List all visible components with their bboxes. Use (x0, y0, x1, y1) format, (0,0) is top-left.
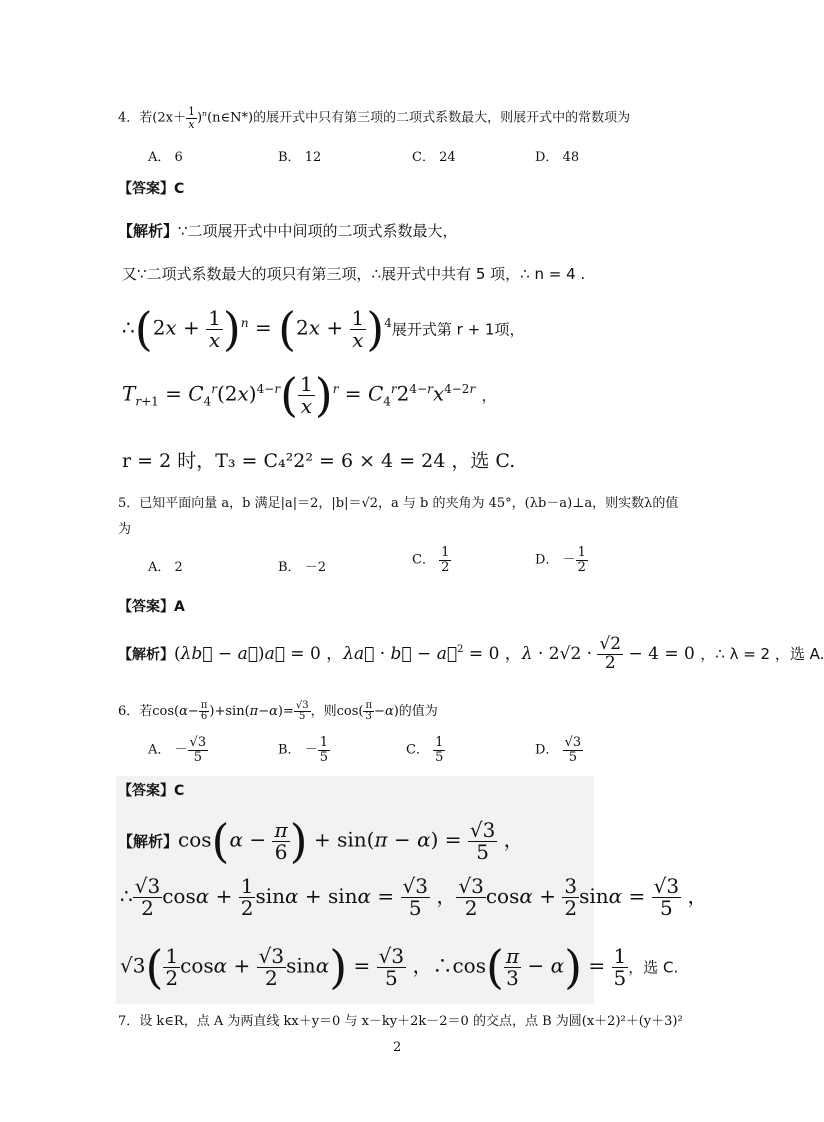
q4-option-d[interactable]: D． 48 (535, 150, 580, 165)
page-number: 2 (393, 1040, 402, 1055)
q4-analysis-line5: r = 2 时，T₃ = C₄²2² = 6 × 4 = 24 ，选 C. (122, 450, 516, 472)
q5-analysis: 【解析】(λb⃗ − a⃗)a⃗ = 0 ，λa⃗ · b⃗ − a⃗$^2$ = 0 ，λ · 2√2 · $\frac{√2}{2}$ − 4 = 0 ，∴ λ = 2 ，选 A. (118, 634, 824, 673)
q4-analysis-line1: 【解析】∵二项展开式中中间项的二项式系数最大， (118, 222, 458, 240)
q6-analysis-label: 【解析】 (118, 832, 179, 851)
q4-option-a[interactable]: A． 6 (148, 150, 183, 165)
q6-option-a[interactable]: A． － $\frac{√3}{5}$ (148, 735, 207, 765)
q4-option-c[interactable]: C． 24 (412, 150, 456, 165)
q5-option-a[interactable]: A． 2 (148, 560, 183, 575)
q4-analysis-line2: 又∵二项式系数最大的项只有第三项，∴展开式中共有 5 项，∴ n = 4 . (122, 265, 586, 283)
q5-analysis-label: 【解析】 (118, 646, 174, 663)
q6-answer: 【答案】C (118, 783, 185, 799)
q4-stem-pre: 若(2x＋ (139, 110, 186, 126)
q7-stem: 7．设 k∈R，点 A 为两直线 kx＋y＝0 与 x－ky＋2k－2＝0 的交点，点 B 为圆(x＋2)²＋(y＋3)² (118, 1014, 683, 1029)
q6-analysis-line1: 【解析】cos(α − $\frac{\pi}{6}$ ) + sin(π − α) = $\frac{√3}{5}$ ， (118, 814, 524, 868)
q5-stem-line2: 为 (118, 522, 132, 537)
q5-option-b[interactable]: B． －2 (278, 560, 326, 575)
q4-number: 4． (118, 110, 140, 126)
q6-option-b[interactable]: B． － $\frac{1}{5}$ (278, 735, 328, 765)
q4-option-b[interactable]: B． 12 (278, 150, 322, 165)
q4-stem-post: (n∈N*)的展开式中只有第三项的二项式系数最大，则展开式中的常数项为 (207, 110, 631, 126)
q5-stem: 5．已知平面向量 a，b 满足|a|＝2，|b|＝√2，a 与 b 的夹角为 45°，(λb－a)⊥a，则实数λ的值 (118, 496, 679, 511)
q5-option-c[interactable]: C． $\frac{1}{2}$ (412, 545, 450, 575)
q4-stem: 4．若(2x＋ $\frac{1}{x}$ )$^n$(n∈N*)的展开式中只有第三项的二项式系数最大，则展开式中的常数项为 (118, 105, 631, 131)
q6-option-c[interactable]: C． $\frac{1}{5}$ (406, 735, 444, 765)
q6-stem: 6．若cos(α− $\frac{\pi}{6}$ )+sin(π−α)= $\frac{√3}{5}$ ，则cos( $\frac{\pi}{3}$ −α)的值为 (118, 699, 438, 722)
q5-option-d[interactable]: D． － $\frac{1}{2}$ (535, 545, 586, 575)
q5-answer: 【答案】A (118, 599, 185, 615)
q4-analysis-label: 【解析】 (118, 222, 179, 240)
q4-analysis-line4: $T_{r+1} = C_4^r(2x)^{4-r}$( $\frac{1}{x}$ )$^r = C_4^r2^{4-r}x^{4-2r}$ ， (122, 368, 497, 422)
q6-analysis-line2: ∴ $\frac{√3}{2}$ cosα + $\frac{1}{2}$ sinα + sinα = $\frac{√3}{5}$ ， $\frac{√3}{2}$ cosα + $\frac{3}{2}$ sinα = $\frac{√3}{5}$ ， (120, 874, 708, 920)
q4-answer: 【答案】C (118, 181, 185, 197)
q6-analysis-line3: √3( $\frac{1}{2}$ cosα + $\frac{√3}{2}$ sinα) = $\frac{√3}{5}$ ，∴cos( $\frac{\pi}{3}$ − α) = $\frac{1}{5}$ ，选 C. (120, 940, 679, 994)
q4-frac-1-over-x: $\frac{1}{x}$ (187, 105, 195, 131)
q6-option-d[interactable]: D． $\frac{√3}{5}$ (535, 735, 582, 765)
q4-analysis-line3: ∴(2x + $\frac{1}{x}$ )$^n$ = (2x + $\frac{1}{x}$ )$^4$展开式第 r + 1项， (122, 302, 525, 356)
